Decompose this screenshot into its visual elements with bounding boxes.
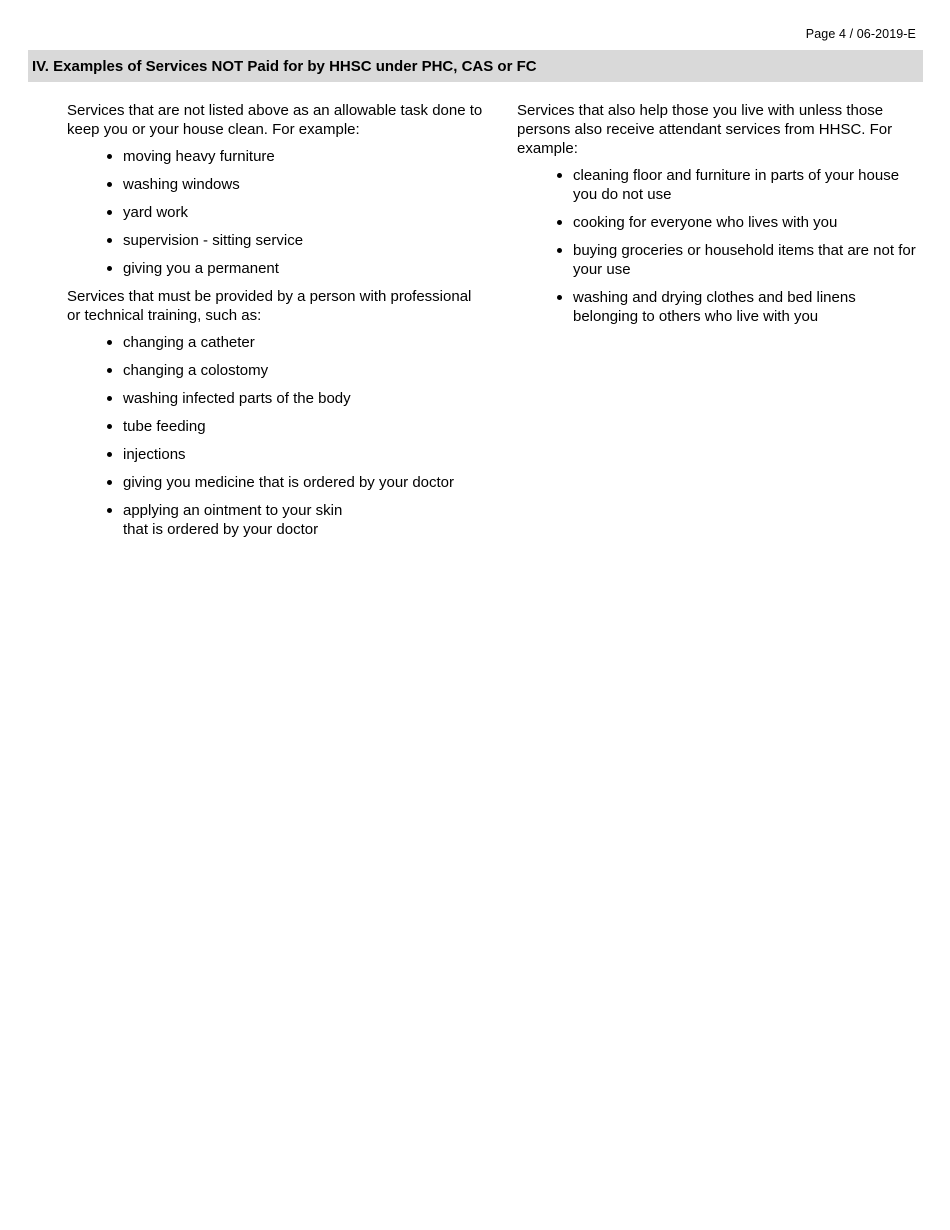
bullet-icon [107,368,112,373]
list-item: giving you a permanent [123,259,487,278]
list-item: supervision - sitting service [123,231,487,250]
list-item: changing a colostomy [123,361,487,380]
section-title: IV. Examples of Services NOT Paid for by HHSC under PHC, CAS or FC [32,57,537,75]
bullet-icon [107,480,112,485]
list-item: washing infected parts of the body [123,389,487,408]
page-number: Page 4 / 06-2019-E [805,27,916,41]
list-item: cleaning floor and furniture in parts of your house you do not use [573,166,917,204]
right-intro-household: Services that also help those you live with unless those persons also receive attendant services from HHSC. For example: [517,102,893,157]
list-item: yard work [123,203,487,222]
bullet-icon [557,295,562,300]
list-item: tube feeding [123,417,487,436]
section-header [28,50,923,82]
bullet-icon [107,508,112,513]
list-item: injections [123,445,487,464]
right-column [517,101,917,335]
bullet-icon [107,210,112,215]
left-list-professional [67,333,487,539]
bullet-icon [107,396,112,401]
list-item: applying an ointment to your skin that is ordered by your doctor [123,501,353,539]
list-item: washing and drying clothes and bed linens belonging to others who live with you [573,288,883,326]
bullet-icon [107,452,112,457]
bullet-icon [107,424,112,429]
list-item: giving you medicine that is ordered by your doctor [123,473,487,492]
left-list-housekeeping [67,147,487,278]
list-item: cooking for everyone who lives with you [573,213,917,232]
bullet-icon [107,154,112,159]
bullet-icon [107,182,112,187]
list-item: moving heavy furniture [123,147,487,166]
right-list-household [517,166,917,326]
list-item: buying groceries or household items that are not for your use [573,241,917,279]
bullet-icon [557,248,562,253]
left-column [67,101,487,548]
bullet-icon [107,340,112,345]
list-item: washing windows [123,175,487,194]
bullet-icon [557,220,562,225]
bullet-icon [107,266,112,271]
left-intro-professional: Services that must be provided by a person with professional or technical training, such as: [67,288,472,324]
left-intro-allowable-tasks: Services that are not listed above as an allowable task done to keep you or your house clean. For example: [67,102,483,138]
list-item: changing a catheter [123,333,487,352]
bullet-icon [557,173,562,178]
bullet-icon [107,238,112,243]
